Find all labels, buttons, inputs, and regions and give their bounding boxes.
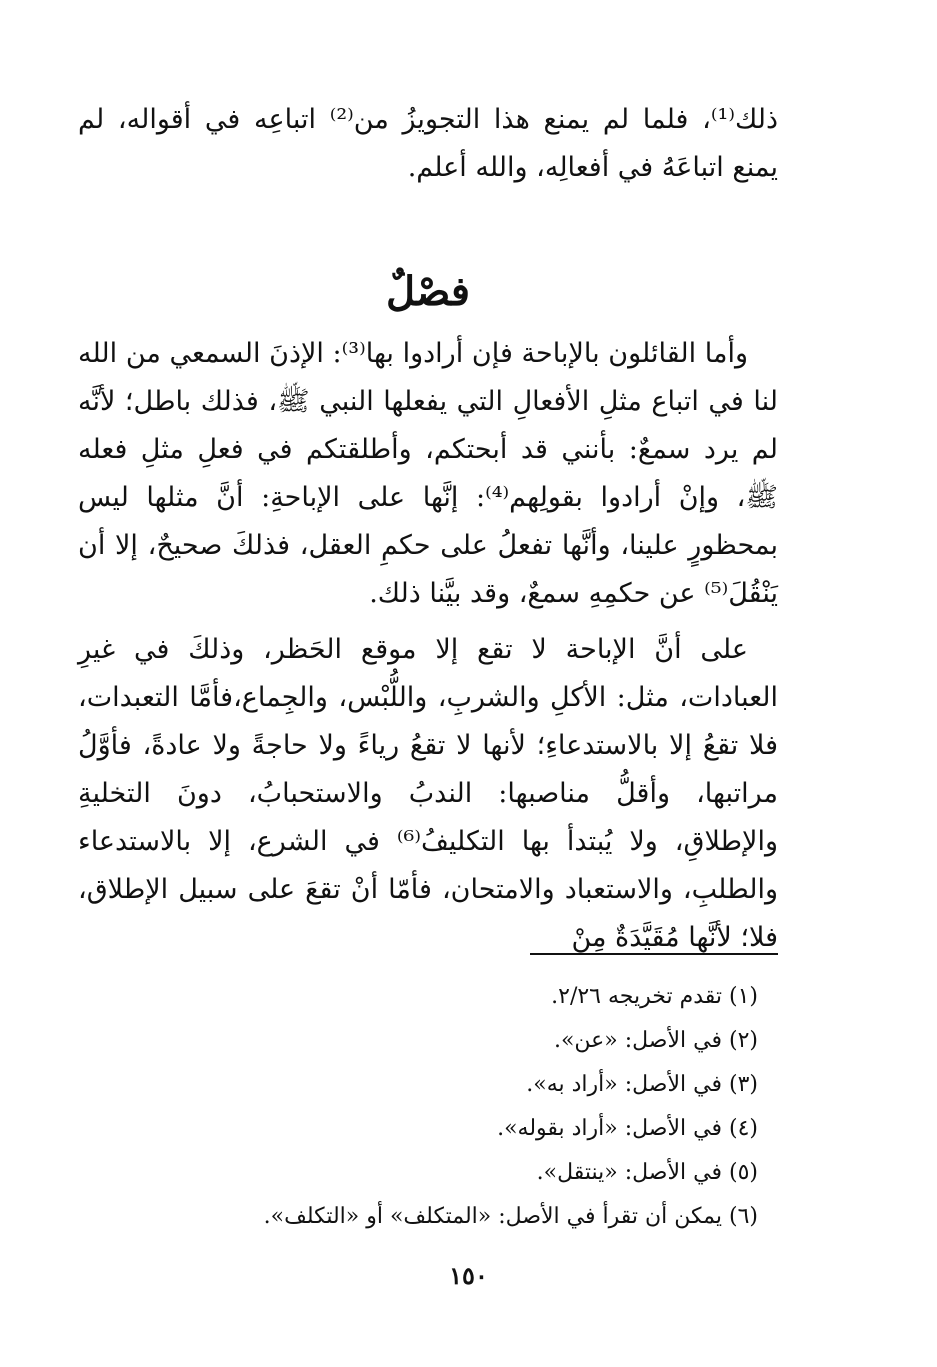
footnote-1: (١) تقدم تخريجه ٢/٢٦. (551, 984, 758, 1009)
footnote-3: (٣) في الأصل: «أراد به». (526, 1072, 758, 1097)
intro-paragraph: ذلك⁽¹⁾، فلما لم يمنع هذا التجويزُ من⁽²⁾ اتباعِه في أقواله، لم يمنع اتباعَهُ في أفعالِه، والله أعلم. (78, 104, 778, 183)
footnote-2: (٢) في الأصل: «عن». (553, 1028, 758, 1053)
footnote-5: (٥) في الأصل: «ينتقل». (536, 1160, 758, 1185)
section-title: فصْلٌ (385, 268, 471, 315)
footnote-6: (٦) يمكن أن تقرأ في الأصل: «المتكلف» أو «التكلف». (263, 1204, 758, 1229)
footnote-divider (530, 953, 778, 955)
page-number: ١٥٠ (449, 1261, 488, 1290)
footnotes-list (78, 975, 758, 1239)
body-paragraph-2: على أنَّ الإباحة لا تقع إلا موقع الحَظر، وذلكَ في غيرِ العبادات، مثل: الأكلِ والشربِ، واللُّبْس، والجِماع،فأمَّا التعبدات، فلا تقعُ إلا بالاستدعاءِ؛ لأنها لا تقعُ رياءً ولا حاجةً ولا عادةً، فأوَّلُ مراتبها، وأقلُّ مناصبها: الندبُ والاستحبابُ، دونَ التخليةِ والإطلاقِ، ولا يُبتدأ بها التكليفُ⁽⁶⁾ في الشرع، إلا بالاستدعاء والطلبِ، والاستعباد والامتحان، فأمّا أنْ تقعَ على سبيل الإطلاق، فلا؛ لأنَّها مُقَيَّدَةٌ مِنْ (78, 634, 778, 953)
body-paragraph-1: وأما القائلون بالإباحة فإن أرادوا بها⁽³⁾: الإذنَ السمعي من الله لنا في اتباع مثلِ الأفعالِ التي يفعلها النبي ﷺ، فذلك باطل؛ لأنَّه لم يرد سمعٌ: بأنني قد أبحتكم، وأطلقتكم في فعلِ مثلِ فعله ﷺ، وإنْ أرادوا بقولِهم⁽⁴⁾: إنَّها على الإباحةِ: أنَّ مثلها ليس بمحظورٍ علينا، وأنَّها تفعلُ على حكمِ العقل، فذلكَ صحيحٌ، إلا أن يَنْقُلَ⁽⁵⁾ عن حكمِهِ سمعٌ، وقد بيَّنا ذلك. (78, 338, 778, 609)
footnote-4: (٤) في الأصل: «أراد بقوله». (497, 1116, 758, 1141)
